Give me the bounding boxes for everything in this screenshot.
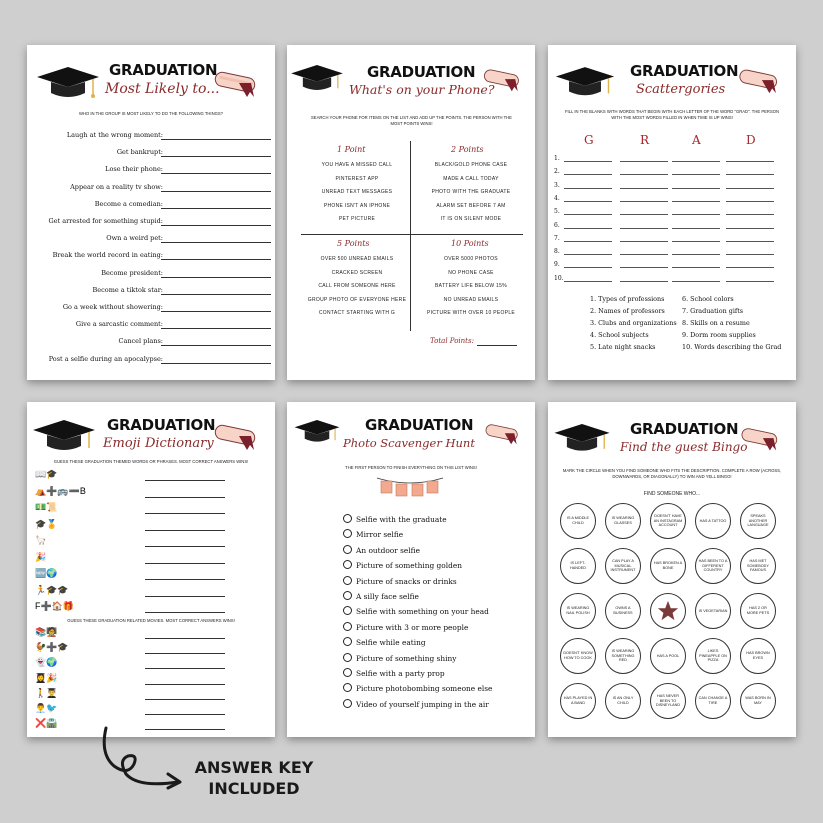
phone-item: PINTEREST APP [335,175,379,182]
checklist-item [343,545,420,555]
most-likely-row [27,234,275,244]
bingo-cell-label: HAS 2 OR MORE PETS [746,606,770,615]
category-item: 9. Dorm room supplies [682,331,756,339]
checkbox-circle[interactable] [343,653,352,662]
most-likely-row [27,337,275,347]
category-item: 1. Types of professions [590,295,665,303]
blank-line [620,241,668,242]
emoji-clue: 📚🧑‍🏫 [35,627,58,637]
blank-line [564,241,612,242]
blank-line [620,214,668,215]
row-number: 3. [554,181,560,189]
phone-item: BATTERY LIFE BELOW 15% [435,283,507,289]
checklist-label: Selfie with something on your head [356,607,489,617]
card6-title: GRADUATION [630,420,739,438]
phone-item: PHOTO WITH THE GRADUATE [431,189,511,195]
bingo-cell-label: DOESN'T HAVE AN INSTAGRAM ACCOUNT [653,513,683,528]
bingo-cell-label: HAS BROKEN A BONE [653,561,683,570]
blank-line [672,214,720,215]
bingo-cell[interactable] [560,503,596,539]
blank-line [564,214,612,215]
blank-line [726,228,774,229]
phone-item: CRACKED SCREEN [331,269,383,276]
bingo-cell-label: HAS BROWN EYES [746,651,770,660]
answer-line [145,668,225,669]
most-likely-row [27,286,275,296]
bingo-cell[interactable] [605,593,641,629]
bingo-cell[interactable] [695,638,731,674]
emoji-clue: 👩‍🎓🎉 [35,672,58,683]
checkbox-circle[interactable] [343,560,352,569]
checklist-item [343,622,468,632]
most-likely-row [27,200,275,210]
card2-divider-v [410,141,411,331]
card1-title: GRADUATION [109,61,218,79]
category-item: 3. Clubs and organizations [590,319,677,327]
blank-line [620,281,668,282]
category-item: 10. Words describing the Grad [682,343,782,351]
card4-title: GRADUATION [107,416,216,434]
category-item: 8. Skills on a resume [682,319,750,327]
emoji-clue: 💵📜 [35,502,58,512]
most-likely-row [27,165,275,175]
bingo-cell[interactable] [560,548,596,584]
answer-line [145,596,225,597]
checklist-label: An outdoor selfie [356,545,420,555]
row-number: 5. [554,208,560,216]
checkbox-circle[interactable] [343,683,352,692]
blank-line [726,281,774,282]
blank-line [672,174,720,175]
most-likely-question: Laugh at the wrong moment: [66,131,163,139]
bingo-cell[interactable] [740,503,776,539]
row-number: 10. [554,274,564,282]
blank-line [672,254,720,255]
emoji-clue: 👨‍💼🐦 [35,703,58,713]
emoji-clue: 🎓🏅 [35,518,58,529]
card5-instruction: THE FIRST PERSON TO FINISH EVERYTHING ON THIS LIST WINS! [345,465,477,470]
answer-line [145,497,225,498]
phone-item: OVER 5000 PHOTOS [444,256,498,262]
most-likely-question: Get bankrupt: [116,148,163,157]
points-label: 1 Point [337,145,366,154]
checklist-label: Mirror selfie [356,530,404,540]
checklist-label: Picture of something golden [356,561,462,571]
answer-line [161,345,271,346]
checklist-item [343,560,462,570]
card6-subtitle: Find the guest Bingo [620,440,748,454]
blank-line [564,281,612,282]
grad-letter: G [584,133,594,147]
bingo-cell-label: IS LEFT-HANDED [569,561,587,570]
blank-line [564,201,612,202]
bingo-cell[interactable] [650,503,686,539]
curly-arrow-icon [96,724,196,792]
card2-divider-h [301,234,523,235]
bingo-cell[interactable] [605,638,641,674]
blank-line [672,241,720,242]
bingo-cell[interactable] [695,683,731,719]
checkbox-circle[interactable] [343,622,352,631]
answer-line [145,530,225,531]
blank-line [672,267,720,268]
answer-line [161,259,271,260]
checklist-label: Picture with 3 or more people [356,622,469,632]
points-label: 5 Points [337,239,370,248]
bingo-cell[interactable] [560,683,596,719]
blank-line [620,201,668,202]
emoji-clue: 🚶👨‍🎓 [35,687,58,698]
card-find-guest-bingo [548,402,796,737]
checkbox-circle[interactable] [343,576,352,585]
emoji-clue: 📖🎓 [35,469,58,479]
row-number: 7. [554,234,560,242]
answer-line [161,173,271,174]
checklist-label: Video of yourself jumping in the air [356,699,489,709]
most-likely-question: Go a week without showering: [62,303,163,311]
emoji-clue: ⛺➕🚌➖B [35,485,86,496]
photo-garland-icon [375,474,445,504]
most-likely-question: Give a sarcastic comment: [75,320,163,329]
bingo-cell-label: CAN PLAY A MUSICAL INSTRUMENT [610,558,636,573]
grad-letter: D [746,133,756,147]
answer-line [161,191,271,192]
phone-item: YOU HAVE A MISSED CALL [321,162,393,168]
answer-line [145,546,225,547]
card-most-likely [27,45,275,380]
checklist-label: Picture photobombing someone else [356,684,493,694]
most-likely-row [27,251,275,261]
checkbox-circle[interactable] [343,591,352,600]
card2-total-label: Total Points: [430,337,474,345]
card4-subtitle: Emoji Dictionary [103,436,214,451]
row-number: 4. [554,194,560,202]
bingo-cell-label: HAS PLAYED IN A BAND [563,696,593,705]
most-likely-question: Lose their phone: [105,165,163,174]
most-likely-row [27,217,275,227]
category-item: 5. Late night snacks [590,343,656,351]
blank-line [726,161,774,162]
checklist-item [343,637,426,647]
diploma-scroll-icon [734,65,788,97]
answer-line [145,480,225,481]
checklist-label: Selfie while eating [356,638,426,648]
answer-line [161,208,271,209]
graduation-cap-icon [31,420,97,456]
diploma-scroll-icon [209,420,267,454]
phone-item: CONTACT STARTING WITH G [318,310,396,316]
blank-line [672,161,720,162]
phone-item: PICTURE WITH OVER 10 PEOPLE [426,310,516,316]
checklist-item [343,576,457,586]
row-number: 1. [554,155,560,162]
card6-heading: FIND SOMEONE WHO... [643,491,701,497]
answer-line [161,363,271,364]
most-likely-question: Post a selfie during an apocalypse: [48,354,163,363]
diploma-scroll-icon [481,420,527,448]
bingo-cell[interactable] [740,683,776,719]
bingo-cell-label: WAS BORN IN MAY [745,696,771,705]
phone-item: BLACK/GOLD PHONE CASE [434,162,508,168]
answer-line [145,684,225,685]
blank-line [564,254,612,255]
bingo-cell[interactable] [695,593,731,629]
checklist-item [343,653,456,663]
bingo-cell-label: SPEAKS ANOTHER LANGUAGE [747,513,769,528]
most-likely-question: Become a comedian: [94,199,163,208]
bingo-cell-label: LIKES PINEAPPLE ON PIZZA [699,648,727,663]
blank-line [726,267,774,268]
emoji-clue: 🐓➕🎓 [35,642,69,653]
row-number: 9. [554,261,560,269]
card3-subtitle: Scattergories [636,82,726,97]
card1-instruction: WHO IN THE GROUP IS MOST LIKELY TO DO THE FOLLOWING THINGS? [78,111,224,116]
phone-item: NO UNREAD EMAILS [443,296,499,303]
blank-line [620,267,668,268]
bingo-cell[interactable] [650,683,686,719]
bingo-cell-label: IS WEARING SOMETHING RED [611,648,635,663]
checklist-item [343,529,403,539]
card3-title: GRADUATION [630,62,739,80]
card6-instruction: MARK THE CIRCLE WHEN YOU FIND SOMEONE WHO FITS THE DESCRIPTION. COMPLETE A ROW (ACROSS, DOWNWARDS, OR DIAGONALLY) TO WIN AND YELL BINGO! [562,468,782,479]
phone-item: ALARM SET BEFORE 7 AM [436,202,506,209]
phone-item: PHONE ISN'T AN IPHONE [323,202,391,209]
checklist-item [343,591,419,601]
answer-line [145,579,225,580]
most-likely-question: Cancel plans: [118,337,163,346]
bingo-cell-label: IS WEARING GLASSES [611,516,635,525]
graduation-cap-icon [35,67,101,103]
emoji-clue: ❌🛣️ [35,718,58,729]
phone-item: IT IS ON SILENT MODE [440,216,502,222]
phone-item: NO PHONE CASE [448,269,494,276]
card4-instruction-1: GUESS THESE GRADUATION THEMED WORDS OR PHRASES. MOST CORRECT ANSWERS WINS! [53,459,249,464]
blank-line [620,228,668,229]
answer-key-label [184,758,324,800]
card2-instruction: SEARCH YOUR PHONE FOR ITEMS ON THE LIST AND ADD UP THE POINTS. THE PERSON WITH THE MOST POINTS WINS! [311,115,512,126]
emoji-clue: 👻🌍 [35,657,58,668]
most-likely-row [27,183,275,193]
card4-instruction-2: GUESS THESE GRADUATION RELATED MOVIES. MOST CORRECT ANSWERS WINS! [67,618,235,623]
phone-item: GROUP PHOTO OF EVERYONE HERE [307,296,407,303]
blank-line [726,254,774,255]
most-likely-row [27,355,275,365]
bingo-cell[interactable] [740,638,776,674]
answer-line [161,139,271,140]
blank-line [564,188,612,189]
card-whats-on-phone [287,45,535,380]
blank-line [672,228,720,229]
most-likely-question: Become president: [101,268,163,277]
bingo-cell-label: HAS BEEN TO A DIFFERENT COUNTRY [698,558,728,573]
card-photo-scavenger-hunt [287,402,535,737]
blank-line [620,161,668,162]
blank-line [620,254,668,255]
most-likely-row [27,148,275,158]
card-emoji-dictionary [27,402,275,737]
answer-line [145,699,225,700]
category-item: 2. Names of professors [590,307,665,315]
card1-subtitle: Most Likely to... [105,81,220,97]
answer-line [161,242,271,243]
phone-item: CALL FROM SOMEONE HERE [318,283,396,289]
bingo-cell-label: DOESN'T KNOW HOW TO COOK [563,651,593,660]
bingo-cell-label: IS WEARING NAIL POLISH [566,606,590,615]
checkbox-circle[interactable] [343,545,352,554]
answer-key-line-1: ANSWER KEY [194,758,314,777]
most-likely-row [27,131,275,141]
checkbox-circle[interactable] [343,514,352,523]
checklist-item [343,668,445,678]
phone-item: UNREAD TEXT MESSAGES [321,189,393,195]
card2-total-line [477,345,517,346]
card-scattergories [548,45,796,380]
category-item: 4. School subjects [590,331,649,339]
card5-subtitle: Photo Scavenger Hunt [343,436,475,450]
card5-title: GRADUATION [365,416,474,434]
emoji-clue: 🦙 [35,535,47,545]
bingo-cell[interactable] [605,503,641,539]
most-likely-row [27,269,275,279]
answer-line [145,563,225,564]
blank-line [564,174,612,175]
checklist-label: Selfie with a party prop [356,669,445,678]
checklist-label: A silly face selfie [356,592,419,601]
bingo-cell[interactable] [560,638,596,674]
most-likely-question: Become a tiktok star: [92,285,163,294]
answer-line [161,328,271,329]
grad-letter: A [692,133,701,147]
answer-line [161,294,271,295]
bingo-cell-label: CAN CHANGE A TIRE [698,696,728,705]
most-likely-row [27,303,275,313]
phone-item: PET PICTURE [338,216,376,222]
graduation-cap-icon [289,65,345,95]
bingo-cell[interactable] [650,593,686,629]
bingo-cell-label: IS AN ONLY CHILD [612,696,634,705]
bingo-cell-label: IS VEGETARIAN [698,608,728,613]
emoji-clue: 🏃🎓🎓 [35,584,69,595]
most-likely-question: Get arrested for something stupid: [48,217,163,225]
most-likely-question: Own a weird pet: [106,234,163,243]
phone-item: OVER 500 UNREAD EMAILS [320,256,394,262]
points-label: 2 Points [451,145,484,154]
blank-line [726,201,774,202]
bingo-cell-label: HAS A TATTOO [699,518,727,523]
blank-line [726,241,774,242]
bingo-cell[interactable] [605,683,641,719]
bingo-cell[interactable] [740,593,776,629]
category-item: 6. School colors [682,295,734,303]
blank-line [672,201,720,202]
bingo-cell-label: OWNS A BUSINESS [613,606,633,615]
bingo-cell-label: HAS MET SOMEBODY FAMOUS [747,558,769,573]
blank-line [564,267,612,268]
graduation-cap-icon [552,424,612,456]
grad-letter: R [640,133,650,147]
checklist-item [343,606,489,616]
bingo-cell[interactable] [695,503,731,539]
emoji-clue: 🎉 [35,551,47,562]
blank-line [564,228,612,229]
blank-line [620,174,668,175]
blank-line [564,161,612,162]
answer-line [161,311,271,312]
star-icon [657,600,679,622]
blank-line [726,188,774,189]
blank-line [620,188,668,189]
most-likely-question: Break the world record in eating: [52,251,163,260]
checkbox-circle[interactable] [343,699,352,708]
graduation-cap-icon [554,67,616,101]
answer-line [145,638,225,639]
answer-line [145,714,225,715]
most-likely-question: Appear on a reality tv show: [70,182,163,191]
emoji-clue: 🆕🌍 [35,568,58,578]
card3-instruction: FILL IN THE BLANKS WITH WORDS THAT BEGIN WITH EACH LETTER OF THE WORD "GRAD". THE PERSON WITH THE MOST WORDS FILLED IN WHEN TIME IS UP WINS! [564,109,780,120]
row-number: 6. [554,221,560,229]
bingo-cell[interactable] [695,548,731,584]
checklist-label: Picture of something shiny [356,653,457,663]
points-label: 10 Points [451,239,489,248]
answer-line [161,277,271,278]
category-item: 7. Graduation gifts [682,307,744,315]
bingo-cell[interactable] [650,548,686,584]
checkbox-circle[interactable] [343,606,352,615]
answer-line [161,225,271,226]
answer-line [145,653,225,654]
card2-subtitle: What's on your Phone? [349,82,495,97]
checkbox-circle[interactable] [343,529,352,538]
answer-line [145,612,225,613]
graduation-cap-icon [293,420,341,446]
checklist-item [343,683,492,693]
blank-line [726,214,774,215]
bingo-cell[interactable] [740,548,776,584]
answer-key-line-2: INCLUDED [208,778,300,798]
blank-line [672,188,720,189]
most-likely-row [27,320,275,330]
emoji-clue: F➕🏠🎁 [35,601,75,611]
checklist-item [343,514,447,524]
row-number: 8. [554,248,560,256]
bingo-cell[interactable] [560,593,596,629]
answer-line [161,156,271,157]
row-number: 2. [554,168,560,176]
phone-item: MADE A CALL TODAY [443,175,499,182]
blank-line [672,281,720,282]
checklist-label: Selfie with the graduate [356,515,447,524]
checkbox-circle[interactable] [343,668,352,677]
bingo-cell[interactable] [650,638,686,674]
bingo-cell-label: IS A MIDDLE CHILD [566,516,590,525]
bingo-cell-label: HAS A POOL [656,653,680,658]
bingo-cell-label: HAS NEVER BEEN TO DISNEYLAND [655,693,681,708]
checklist-item [343,699,489,709]
card2-title: GRADUATION [367,63,476,81]
checklist-label: Picture of snacks or drinks [356,576,457,586]
checkbox-circle[interactable] [343,637,352,646]
answer-line [145,513,225,514]
blank-line [726,174,774,175]
bingo-cell[interactable] [605,548,641,584]
